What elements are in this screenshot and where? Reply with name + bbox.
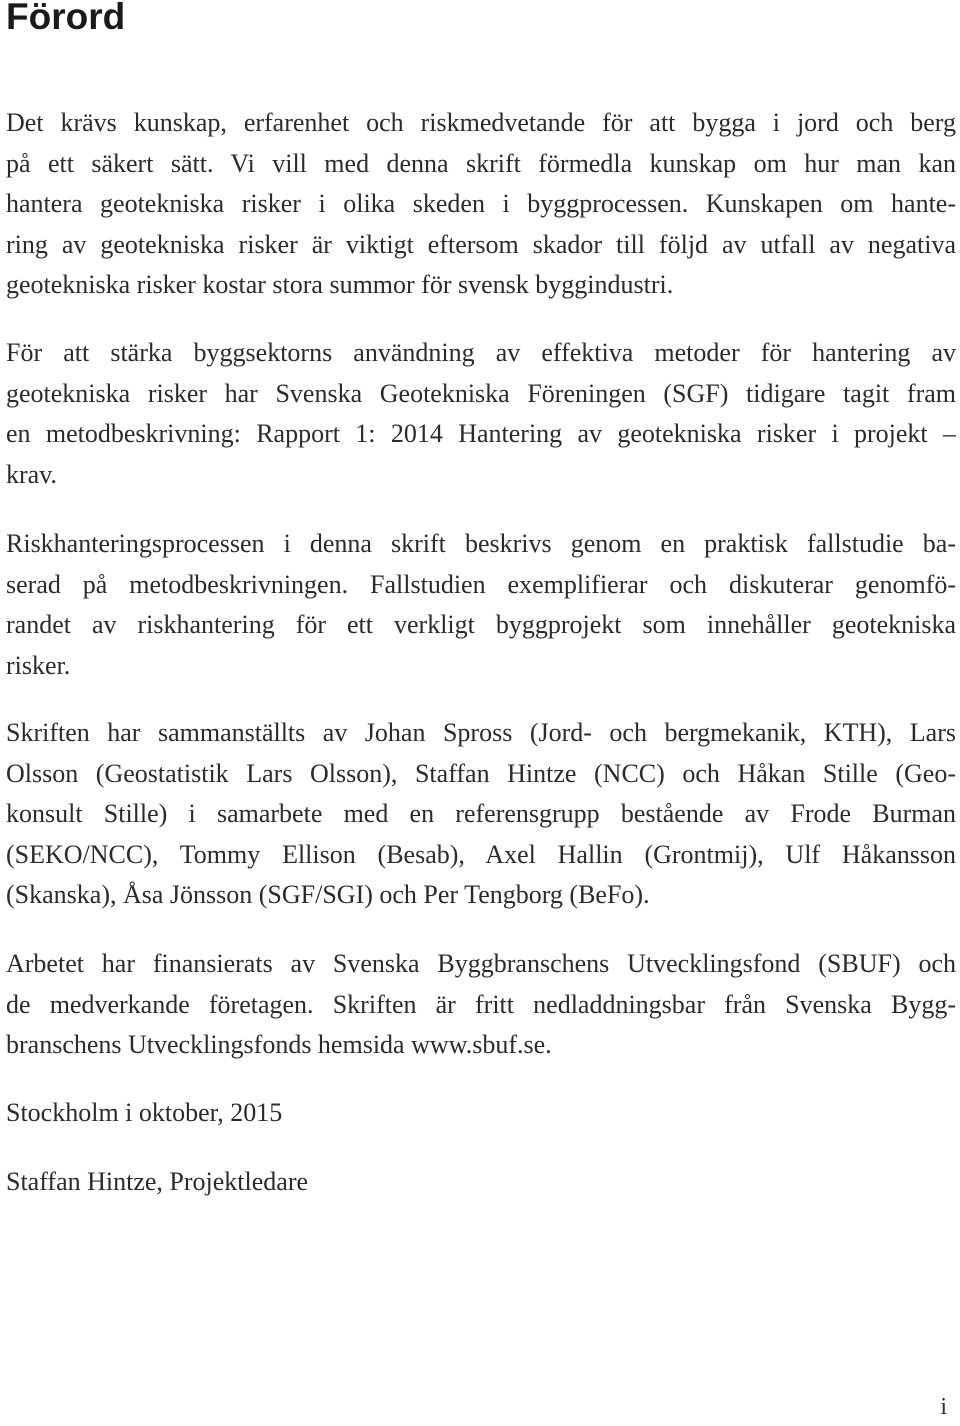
paragraph-line: geotekniska risker har Svenska Geotekniska Föreningen (SGF) tidigare tagit fram xyxy=(6,378,956,408)
signature xyxy=(6,1162,956,1203)
paragraph-background xyxy=(6,333,956,495)
paragraph-line: hantera geotekniska risker i olika skeden i byggprocessen. Kunskapen om hante- xyxy=(6,189,956,218)
paragraph-line: geotekniska risker kostar stora summor för svensk byggindustri. xyxy=(6,270,674,299)
paragraph-intro xyxy=(6,103,956,306)
paragraph-line: risker. xyxy=(6,650,71,680)
paragraph-line: de medverkande företagen. Skriften är fritt nedladdningsbar från Svenska Bygg- xyxy=(6,989,956,1019)
place-date xyxy=(6,1093,956,1134)
paragraph-line: Riskhanteringsprocessen i denna skrift beskrivs genom en praktisk fallstudie ba- xyxy=(6,529,956,558)
paragraph-line: på ett säkert sätt. Vi vill med denna skrift förmedla kunskap om hur man kan xyxy=(6,148,956,178)
paragraph-line: krav. xyxy=(6,459,58,489)
paragraph-line: (SEKO/NCC), Tommy Ellison (Besab), Axel Hallin (Grontmij), Ulf Håkansson xyxy=(6,839,956,869)
signature-text: Staffan Hintze, Projektledare xyxy=(6,1167,309,1196)
paragraph-case-study xyxy=(6,524,956,686)
page-title: Förord xyxy=(6,0,126,37)
page-number: i xyxy=(940,1394,947,1420)
paragraph-line: Skriften har sammanställts av Johan Spross (Jord- och bergmekanik, KTH), Lars xyxy=(6,718,956,747)
paragraph-funding xyxy=(6,944,956,1066)
paragraph-line: en metodbeskrivning: Rapport 1: 2014 Hantering av geotekniska risker i projekt – xyxy=(6,419,956,448)
paragraph-authors xyxy=(6,713,956,916)
paragraph-line: För att stärka byggsektorns användning av effektiva metoder för hantering av xyxy=(6,338,956,367)
paragraph-line: serad på metodbeskrivningen. Fallstudien exemplifierar och diskuterar genomfö- xyxy=(6,569,956,599)
paragraph-line: branschens Utvecklingsfonds hemsida www.sbuf.se. xyxy=(6,1030,552,1059)
paragraph-line: Olsson (Geostatistik Lars Olsson), Staffan Hintze (NCC) och Håkan Stille (Geo- xyxy=(6,758,956,788)
paragraph-line: Arbetet har finansierats av Svenska Byggbranschens Utvecklingsfond (SBUF) och xyxy=(6,949,956,978)
paragraph-line: ring av geotekniska risker är viktigt eftersom skador till följd av utfall av negativa xyxy=(6,229,956,259)
paragraph-line: randet av riskhantering för ett verkligt byggprojekt som innehåller geotekniska xyxy=(6,610,956,639)
paragraph-line: konsult Stille) i samarbete med en referensgrupp bestående av Frode Burman xyxy=(6,799,956,828)
paragraph-line: (Skanska), Åsa Jönsson (SGF/SGI) och Per Tengborg (BeFo). xyxy=(6,880,650,909)
place-date-text: Stockholm i oktober, 2015 xyxy=(6,1098,283,1127)
paragraph-line: Det krävs kunskap, erfarenhet och riskmedvetande för att bygga i jord och berg xyxy=(6,108,956,137)
